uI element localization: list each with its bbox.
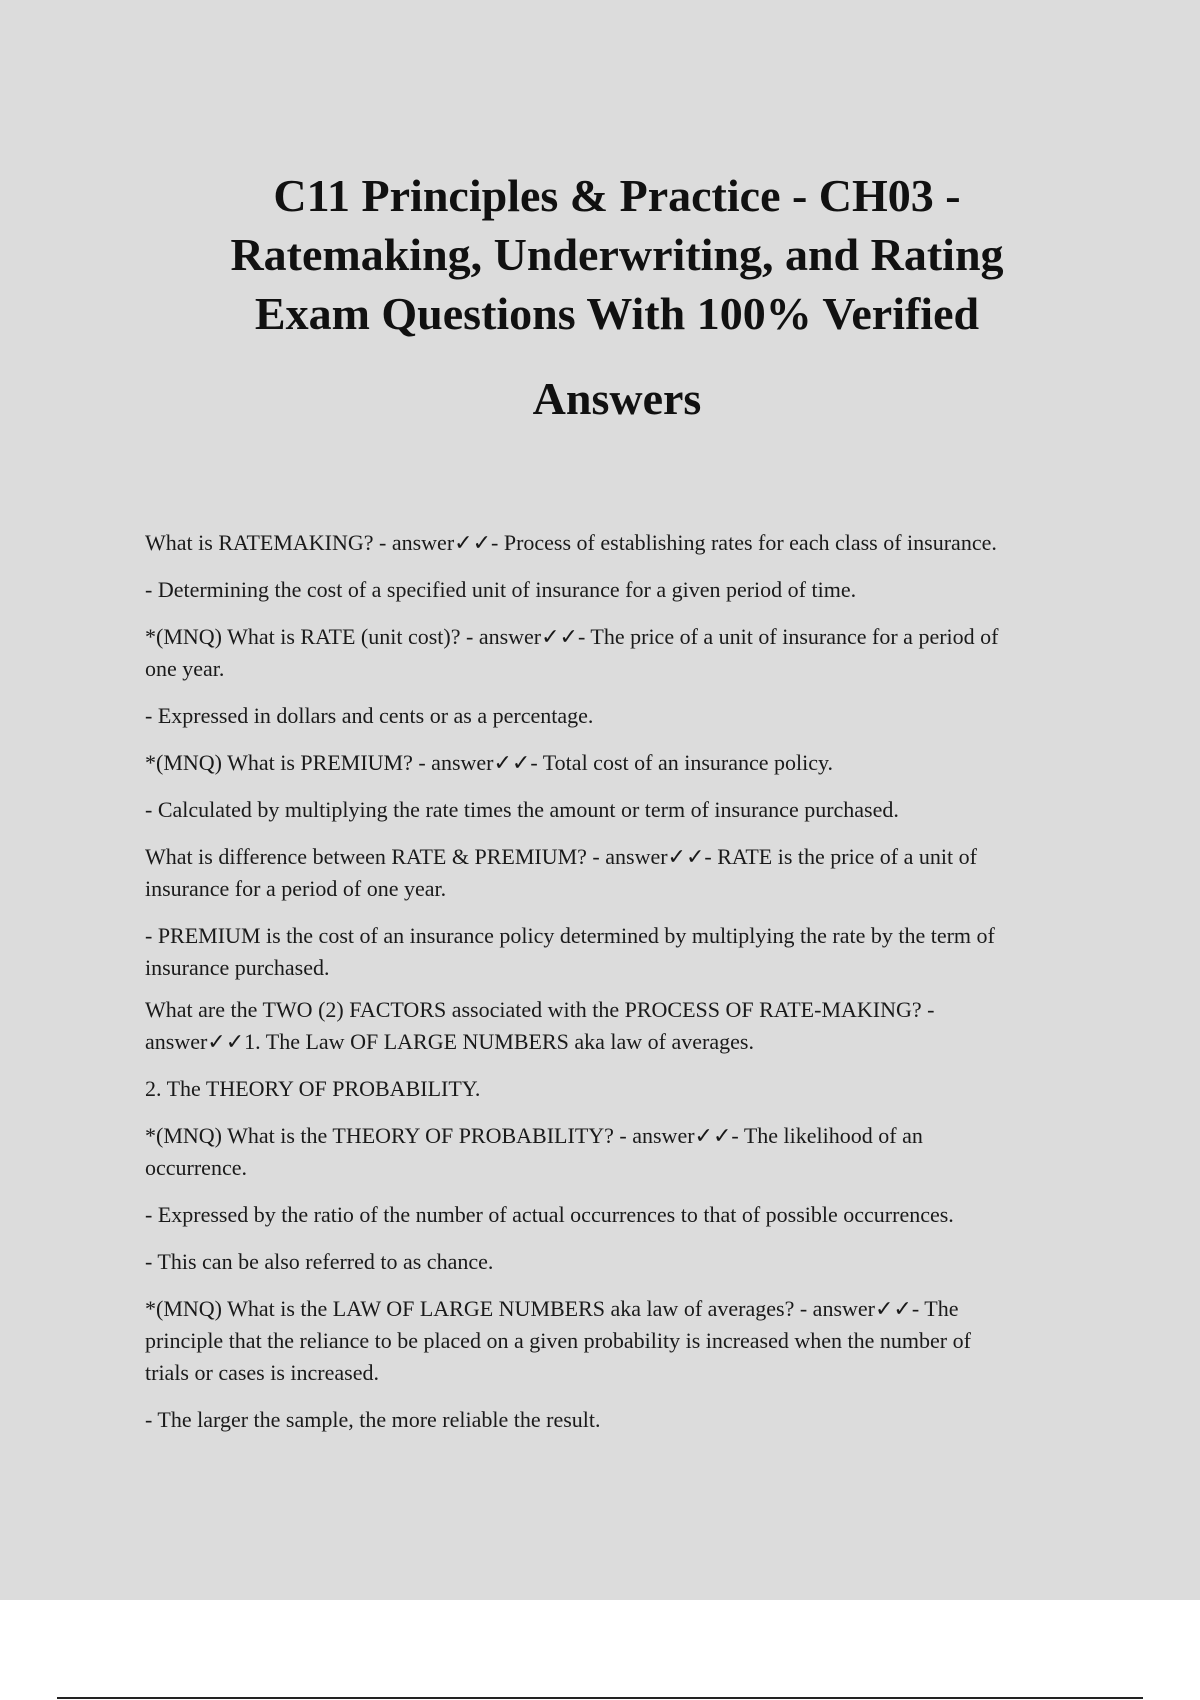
qa-paragraph: 2. The THEORY OF PROBABILITY. bbox=[145, 1076, 481, 1101]
document-title bbox=[0, 166, 1200, 428]
qa-paragraph: - This can be also referred to as chance. bbox=[145, 1249, 494, 1274]
title-line: Ratemaking, Underwriting, and Rating bbox=[230, 229, 1004, 280]
qa-paragraph: - Determining the cost of a specified unit of insurance for a given period of time. bbox=[145, 577, 857, 602]
qa-paragraph: What is RATEMAKING? - answer✓✓- Process of establishing rates for each class of insurance. bbox=[145, 530, 997, 555]
title-line: C11 Principles & Practice - CH03 - bbox=[273, 170, 961, 221]
qa-paragraph: - The larger the sample, the more reliable the result. bbox=[145, 1407, 601, 1432]
title-line: Exam Questions With 100% Verified bbox=[254, 288, 980, 339]
qa-paragraph: - Expressed by the ratio of the number of actual occurrences to that of possible occurrences. bbox=[145, 1202, 954, 1227]
qa-paragraph: - Expressed in dollars and cents or as a percentage. bbox=[145, 703, 594, 728]
qa-content bbox=[145, 527, 1090, 1451]
qa-paragraph: *(MNQ) What is the LAW OF LARGE NUMBERS aka law of averages? - answer✓✓- The principle that the reliance to be placed on a given probability is increased when the number of trials or cases is increased. bbox=[145, 1296, 971, 1385]
qa-paragraph: *(MNQ) What is the THEORY OF PROBABILITY? - answer✓✓- The likelihood of an occurrence. bbox=[145, 1123, 923, 1180]
qa-paragraph: What are the TWO (2) FACTORS associated with the PROCESS OF RATE-MAKING? - answer✓✓1. The Law OF LARGE NUMBERS aka law of averages. bbox=[145, 997, 935, 1054]
qa-paragraph: What is difference between RATE & PREMIUM? - answer✓✓- RATE is the price of a unit of insurance for a period of one year. bbox=[145, 844, 977, 901]
qa-paragraph: *(MNQ) What is RATE (unit cost)? - answer✓✓- The price of a unit of insurance for a period of one year. bbox=[145, 624, 999, 681]
footer-divider bbox=[57, 1697, 1143, 1699]
qa-paragraph: *(MNQ) What is PREMIUM? - answer✓✓- Total cost of an insurance policy. bbox=[145, 750, 834, 775]
qa-paragraph: - PREMIUM is the cost of an insurance policy determined by multiplying the rate by the term of insurance purchased. bbox=[145, 923, 995, 980]
title-line: Answers bbox=[532, 373, 702, 424]
qa-paragraph: - Calculated by multiplying the rate times the amount or term of insurance purchased. bbox=[145, 797, 899, 822]
